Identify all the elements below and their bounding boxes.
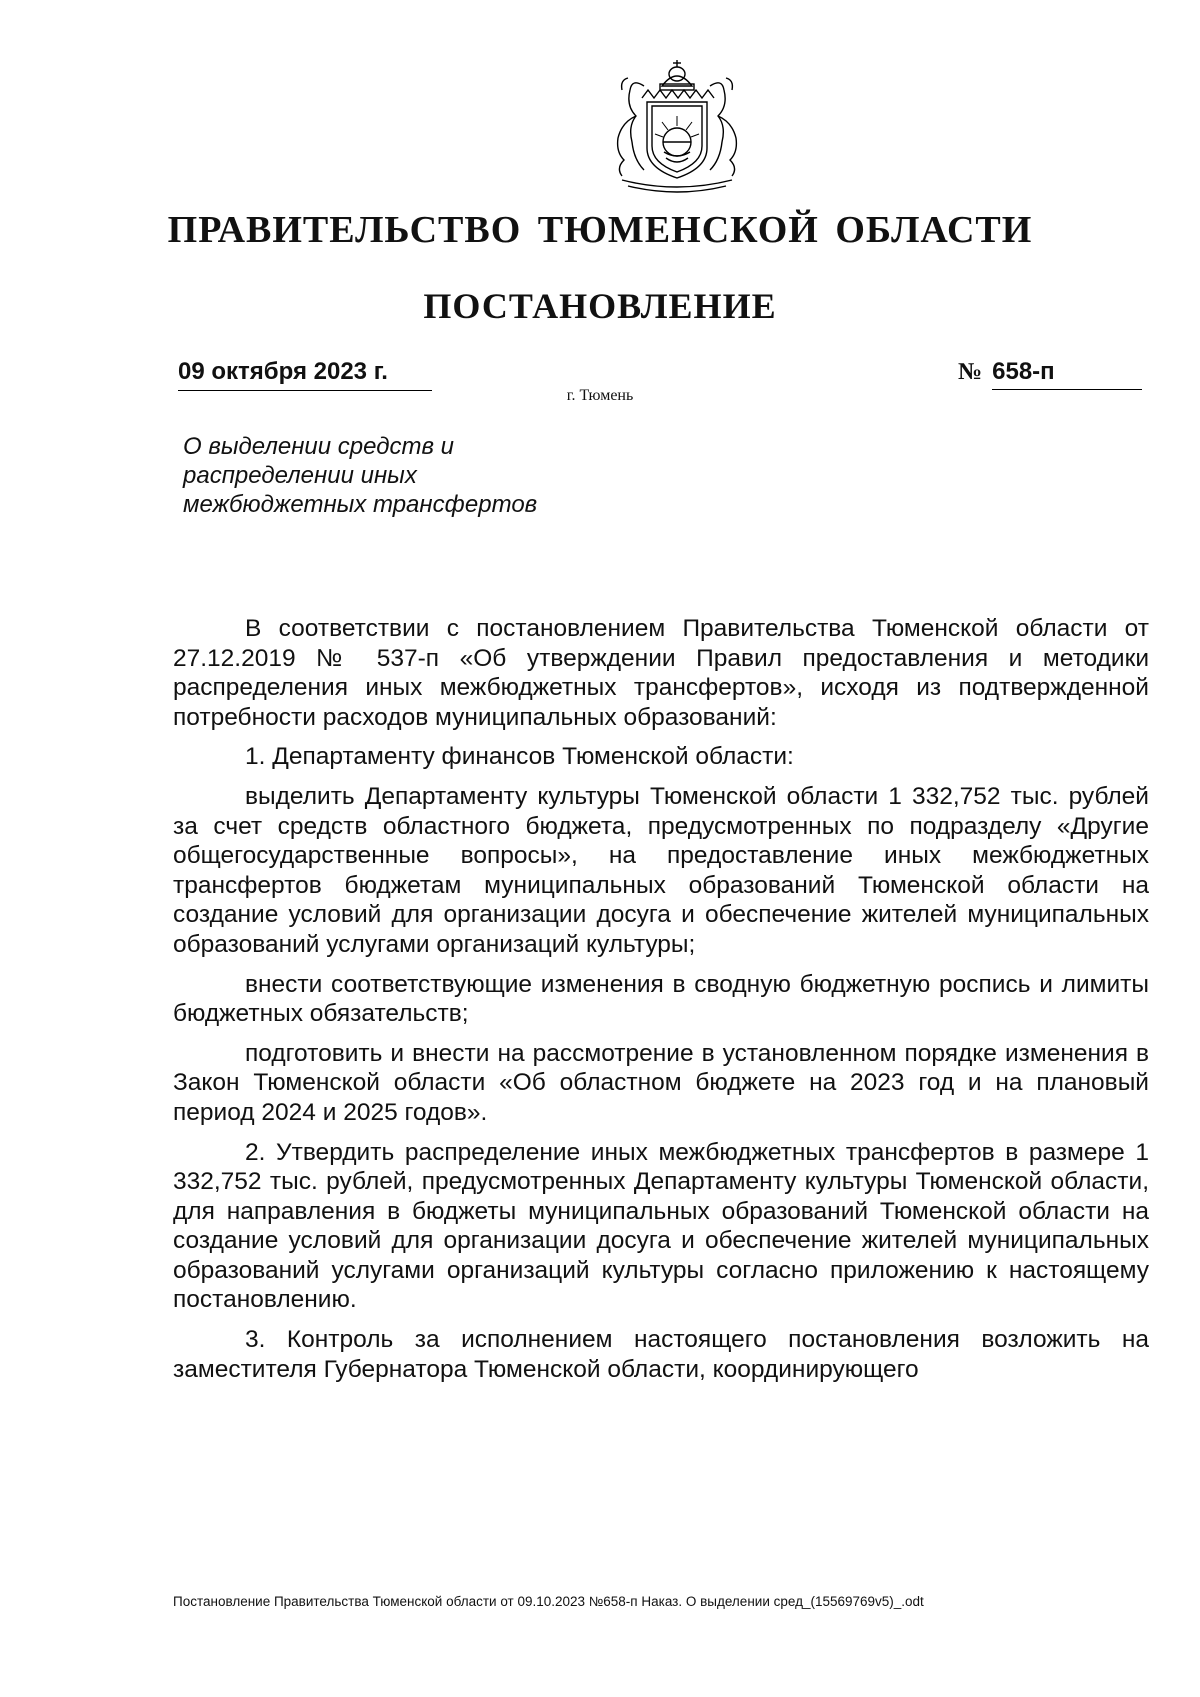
subject-line: распределении иных bbox=[183, 462, 417, 489]
document-date: 09 октября 2023 г. bbox=[178, 358, 432, 391]
document-city: г. Тюмень bbox=[566, 387, 634, 404]
subject-line: межбюджетных трансфертов bbox=[183, 491, 538, 518]
document-type-title: ПОСТАНОВЛЕНИЕ bbox=[423, 286, 777, 326]
subject-line: О выделении средств и bbox=[183, 433, 455, 460]
body-paragraph: В соответствии с постановлением Правительства Тюменской области от 27.12.2019 № 537-п «Об утверждении Правил предоставления и методики распределения иных межбюджетных трансфертов», исходя из подтвержденной потребности расходов муниципальных образований: bbox=[173, 615, 1149, 731]
body-paragraph: 1. Департаменту финансов Тюменской области: bbox=[245, 743, 794, 771]
number-sign: № bbox=[958, 359, 983, 385]
page-footer: Постановление Правительства Тюменской области от 09.10.2023 №658-п Наказ. О выделении сред_(15569769v5)_.odt bbox=[173, 1594, 924, 1609]
government-title: ПРАВИТЕЛЬСТВО ТЮМЕНСКОЙ ОБЛАСТИ bbox=[167, 209, 1033, 251]
body-paragraph: внести соответствующие изменения в сводную бюджетную роспись и лимиты бюджетных обязательств; bbox=[173, 970, 1149, 1028]
body-paragraph: подготовить и внести на рассмотрение в установленном порядке изменения в Закон Тюменской области «Об областном бюджете на 2023 год и на плановый период 2024 и 2025 годов». bbox=[173, 1039, 1149, 1126]
document-number-block bbox=[958, 358, 1142, 390]
coat-of-arms-emblem bbox=[592, 56, 762, 196]
document-body bbox=[173, 614, 1149, 1394]
document-subject bbox=[183, 432, 603, 519]
body-paragraph: выделить Департаменту культуры Тюменской области 1 332,752 тыс. рублей за счет средств областного бюджета, предусмотренных по подразделу «Другие общегосударственные вопросы», на предоставление иных межбюджетных трансфертов бюджетам муниципальных образований Тюменской области на создание условий для организации досуга и обеспечение жителей муниципальных образований услугами организаций культуры; bbox=[173, 782, 1149, 958]
document-number: 658-п bbox=[992, 358, 1142, 390]
body-paragraph: 3. Контроль за исполнением настоящего постановления возложить на заместителя Губернатора Тюменской области, координирующего bbox=[173, 1326, 1149, 1383]
body-paragraph: 2. Утвердить распределение иных межбюджетных трансфертов в размере 1 332,752 тыс. рублей, предусмотренных Департаменту культуры Тюменской области, для направления в бюджеты муниципальных образований Тюменской области на создание условий для организации досуга и обеспечение жителей муниципальных образований услугами организаций культуры согласно приложению к настоящему постановлению. bbox=[173, 1138, 1149, 1314]
